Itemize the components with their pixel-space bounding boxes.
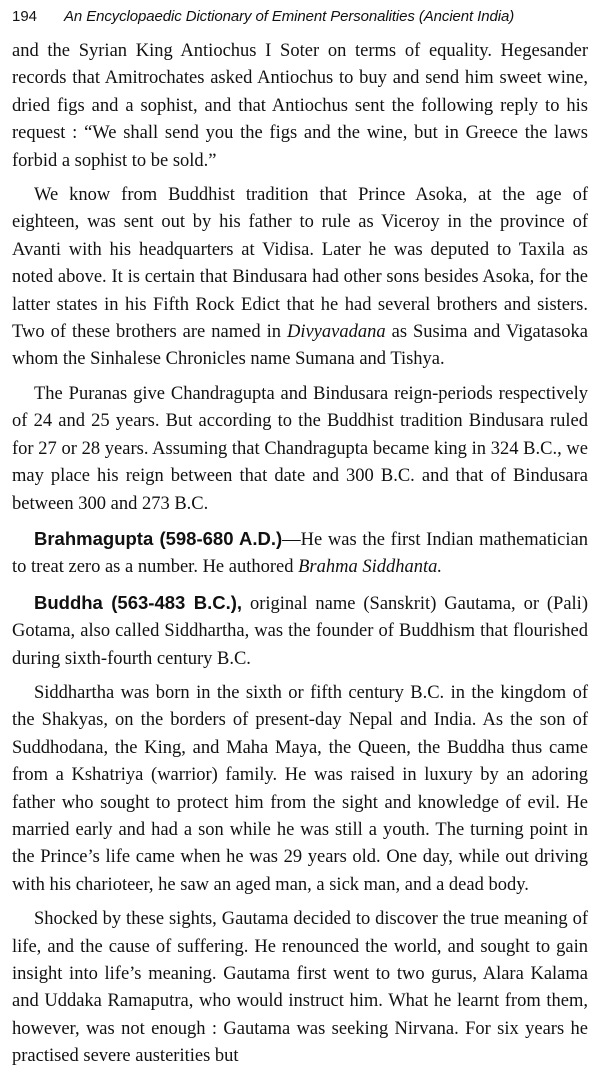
paragraph-text: —He was the first Indian mathematician to treat zero as a number. He authored bbox=[12, 529, 588, 578]
page-number: 194 bbox=[12, 8, 38, 25]
paragraph-gautama bbox=[12, 906, 588, 1070]
entry-headword: Brahmagupta (598-680 A.D.) bbox=[34, 527, 283, 549]
paragraph-text: The Puranas give Chandragupta and Bindusara reign-periods respectively of 24 and 25 years. But according to the Buddhist tradition Bindusara ruled for 27 or 28 years. Assuming that Chandragupta became king in 324 B.C., we may place his reign between that date and 300 B.C. and that of Bindusara between 300 and 273 B.C. bbox=[12, 383, 588, 514]
paragraph-puranas bbox=[12, 381, 588, 518]
running-title: An Encyclopaedic Dictionary of Eminent Personalities (Ancient India) bbox=[64, 8, 515, 25]
paragraph-text: as Susima and Vigatasoka whom the Sinhalese Chronicles name Sumana and Tishya. bbox=[12, 322, 588, 370]
page-header bbox=[12, 4, 588, 30]
italic-title: Brahma Siddhanta. bbox=[298, 557, 443, 578]
paragraph-antiochus bbox=[12, 38, 588, 175]
italic-title: Divyavadana bbox=[286, 322, 386, 343]
paragraph-siddhartha bbox=[12, 680, 588, 899]
entry-brahmagupta bbox=[12, 525, 588, 582]
paragraph-text: Shocked by these sights, Gautama decided to discover the true meaning of life, and the cause of suffering. He renounced the world, and sought to gain insight into life’s meaning. Gautama first went to two gurus, Alara Kalama and Uddaka Ramaputra, who would instruct him. What he learnt from them, however, was not enough : Gautama was seeking Nirvana. For six years he practised severe austerities but bbox=[12, 909, 588, 1067]
paragraph-asoka bbox=[12, 182, 588, 374]
paragraph-text: We know from Buddhist tradition that Prince Asoka, at the age of eighteen, was sent out by his father to rule as Viceroy in the province of Avanti with his headquarters at Vidisa. Later he was deputed to Taxila as noted above. It is certain that Bindusara had other sons besides Asoka, for the latter states in his Fifth Rock Edict that he had several brothers and sisters. Two of these brothers are named in bbox=[12, 185, 588, 343]
entry-buddha bbox=[12, 589, 588, 673]
body-text bbox=[12, 38, 588, 1071]
paragraph-text: and the Syrian King Antiochus I Soter on terms of equality. Hegesander records that Amitrochates asked Antiochus to buy and send him sweet wine, dried figs and a sophist, and that Antiochus sent the following reply to his request : “We shall send you the figs and the wine, but in Greece the laws forbid a sophist to be sold.” bbox=[12, 41, 588, 171]
paragraph-text: original name (Sanskrit) Gautama, or (Pali) Gotama, also called Siddhartha, was the founder of Buddhism that flourished during sixth-fourth century B.C. bbox=[12, 593, 588, 669]
paragraph-text: Siddhartha was born in the sixth or fifth century B.C. in the kingdom of the Shakyas, on the borders of present-day Nepal and India. As the son of Suddhodana, the King, and Maha Maya, the Queen, the Buddha thus came from a Kshatriya (warrior) family. He was raised in luxury by an adoring father who sought to protect him from the sight and knowledge of evil. He married early and had a son while he was still a youth. The turning point in the Prince’s life came when he was 29 years old. One day, while out driving with his charioteer, he saw an aged man, a sick man, and a dead body. bbox=[12, 682, 588, 895]
entry-headword: Buddha (563-483 B.C.), bbox=[34, 591, 243, 613]
